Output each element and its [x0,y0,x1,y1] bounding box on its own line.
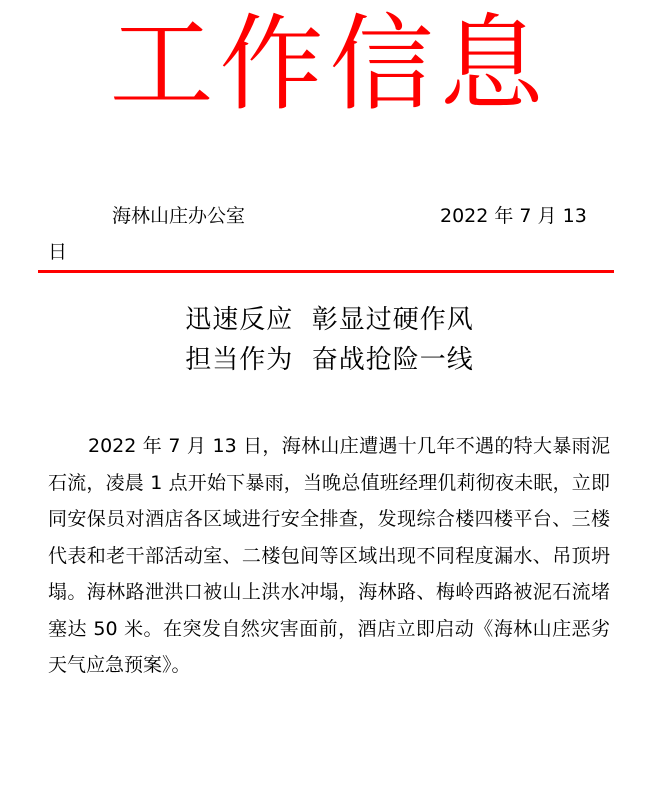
article-body: 2022 年 7 月 13 日，海林山庄遭遇十几年不遇的特大暴雨泥石流，凌晨 1 点开始下暴雨，当晚总值班经理仉莉彻夜未眠，立即同安保员对酒店各区域进行安全排查，发现综合楼四楼平台、三楼代表和老干部活动室、二楼包间等区域出现不同程度漏水、吊顶坍塌。海林路泄洪口被山上洪水冲塌，海林路、梅岭西路被泥石流堵塞达 50 米。在突发自然灾害面前，酒店立即启动《海林山庄恶劣天气应急预案》。 [48,435,610,676]
dateline [48,202,608,266]
article-headline [0,300,659,380]
issue-date-wrap: 日 [48,241,68,263]
issuing-office: 海林山庄办公室 [112,205,246,227]
issue-date: 2022 年 7 月 13 [440,205,587,227]
headline-line-2: 担当作为 奋战抢险一线 [185,345,474,375]
red-divider [38,270,614,273]
masthead-title: 工作信息 [109,3,550,125]
headline-line-1: 迅速反应 彰显过硬作风 [185,305,474,335]
